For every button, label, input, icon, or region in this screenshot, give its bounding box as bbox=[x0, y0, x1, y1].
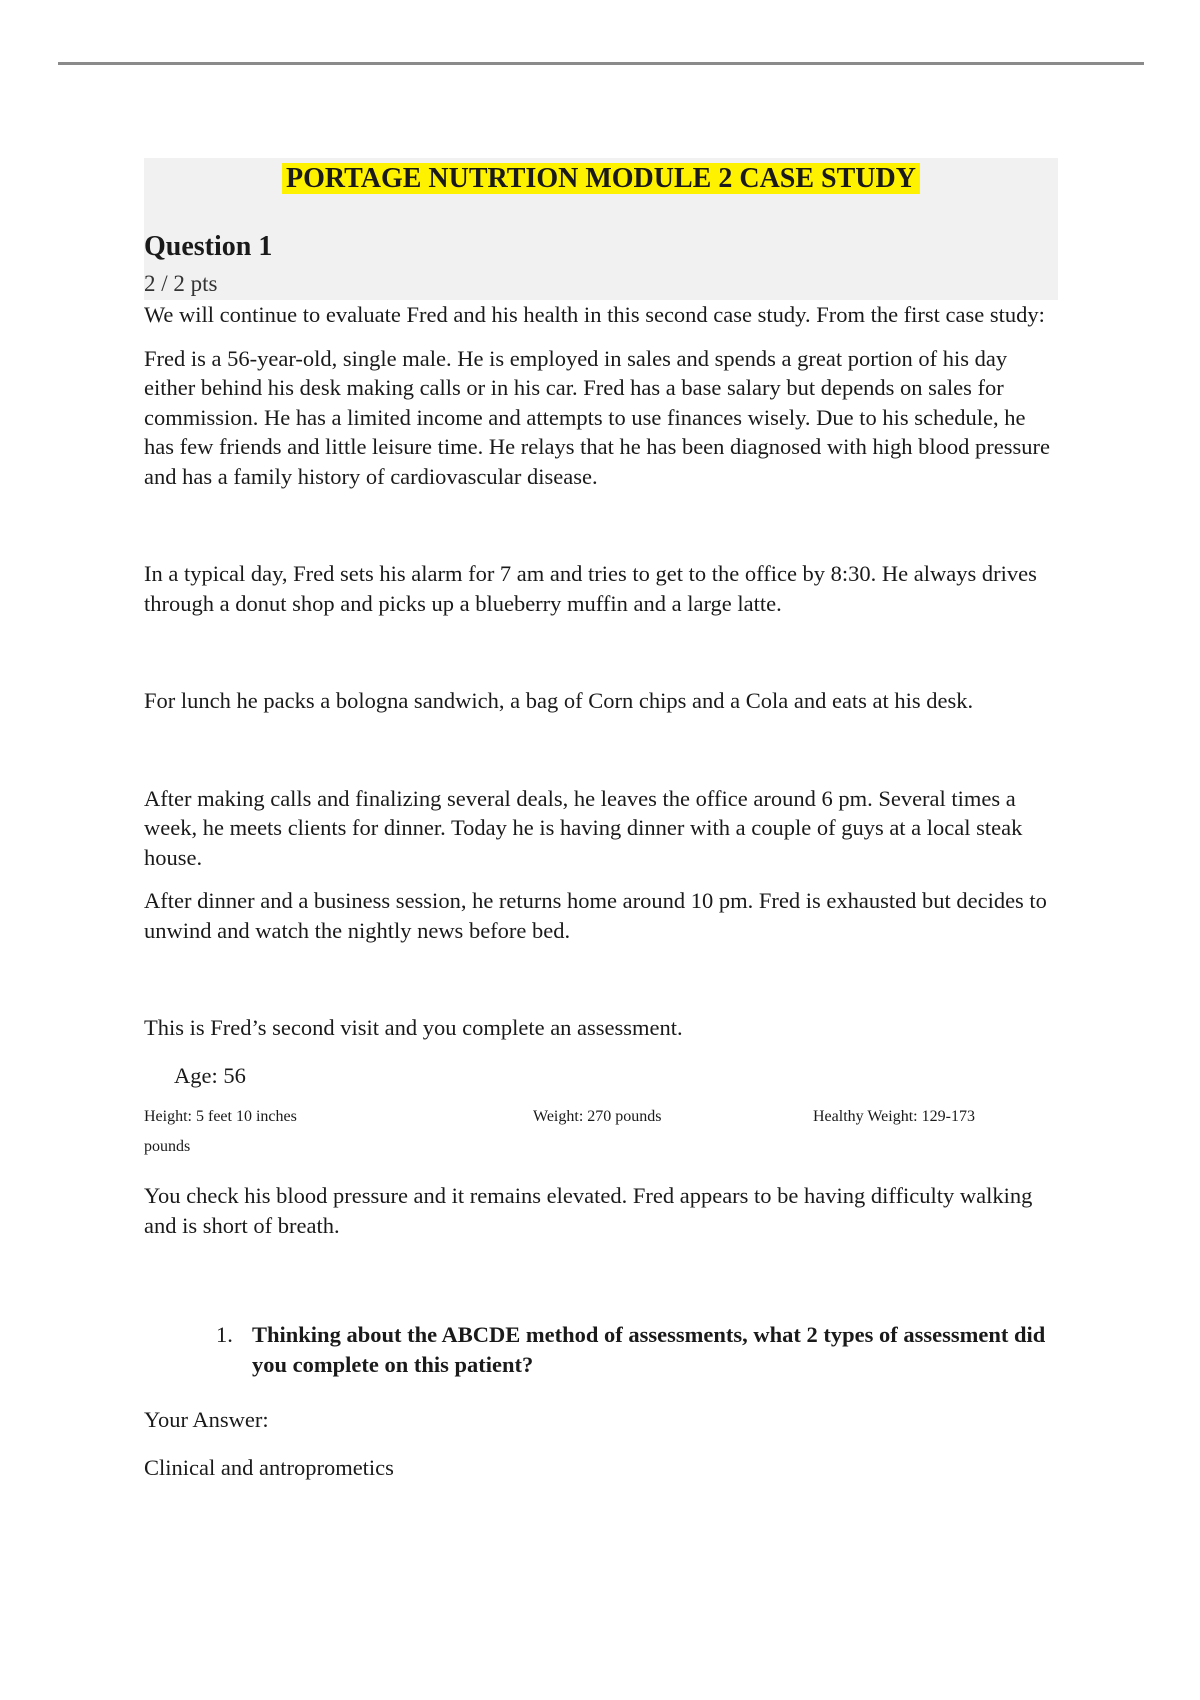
healthy-weight-value: Healthy Weight: 129-173 bbox=[813, 1108, 975, 1125]
height-value: Height: 5 feet 10 inches bbox=[144, 1108, 297, 1125]
question-points: 2 / 2 pts bbox=[144, 271, 218, 296]
weight-value: Weight: 270 pounds bbox=[533, 1108, 662, 1125]
intro-paragraph: We will continue to evaluate Fred and his health in this second case study. From the first case study: bbox=[144, 302, 1045, 327]
age-value: Age: 56 bbox=[174, 1062, 246, 1088]
after-work-paragraph: After making calls and finalizing several deals, he leaves the office around 6 pm. Several times a week, he meets clients for dinner. Today he is having dinner with a couple of guys at a local steak house. bbox=[144, 785, 1023, 870]
measurements-row bbox=[144, 1108, 1058, 1167]
question-title: Question 1 bbox=[144, 231, 273, 262]
question-number: 1. bbox=[216, 1322, 233, 1347]
answer-value: Clinical and antroprometics bbox=[144, 1454, 394, 1480]
typical-day-paragraph: In a typical day, Fred sets his alarm for 7 am and tries to get to the office by 8:30. He always drives through a donut shop and picks up a blueberry muffin and a large latte. bbox=[144, 561, 1037, 616]
background-paragraph: Fred is a 56-year-old, single male. He is employed in sales and spends a great portion of his day either behind his desk making calls or in his car. Fred has a base salary but depends on sales for commission. He has a limited income and attempts to use finances wisely. Due to his schedule, he has few friends and little leisure time. He relays that he has been diagnosed with high blood pressure and has a family history of cardiovascular disease. bbox=[144, 345, 1050, 489]
document-title-highlight: PORTAGE NUTRTION MODULE 2 CASE STUDY bbox=[282, 163, 920, 194]
top-divider bbox=[58, 62, 1144, 65]
answer-label: Your Answer: bbox=[144, 1407, 269, 1432]
second-visit-paragraph: This is Fred’s second visit and you complete an assessment. bbox=[144, 1015, 683, 1040]
question-header bbox=[144, 158, 1058, 300]
lunch-paragraph: For lunch he packs a bologna sandwich, a bag of Corn chips and a Cola and eats at his desk. bbox=[144, 688, 974, 713]
blood-pressure-paragraph: You check his blood pressure and it remains elevated. Fred appears to be having difficulty walking and is short of breath. bbox=[144, 1183, 1033, 1238]
question-text: Thinking about the ABCDE method of assessments, what 2 types of assessment did you complete on this patient? bbox=[252, 1322, 1046, 1377]
document-title bbox=[144, 160, 1058, 198]
document-body bbox=[144, 158, 1058, 1482]
healthy-weight-unit: pounds bbox=[144, 1137, 191, 1155]
after-dinner-paragraph: After dinner and a business session, he returns home around 10 pm. Fred is exhausted but decides to unwind and watch the nightly news before bed. bbox=[144, 888, 1047, 943]
assessment-question bbox=[144, 1320, 1058, 1379]
